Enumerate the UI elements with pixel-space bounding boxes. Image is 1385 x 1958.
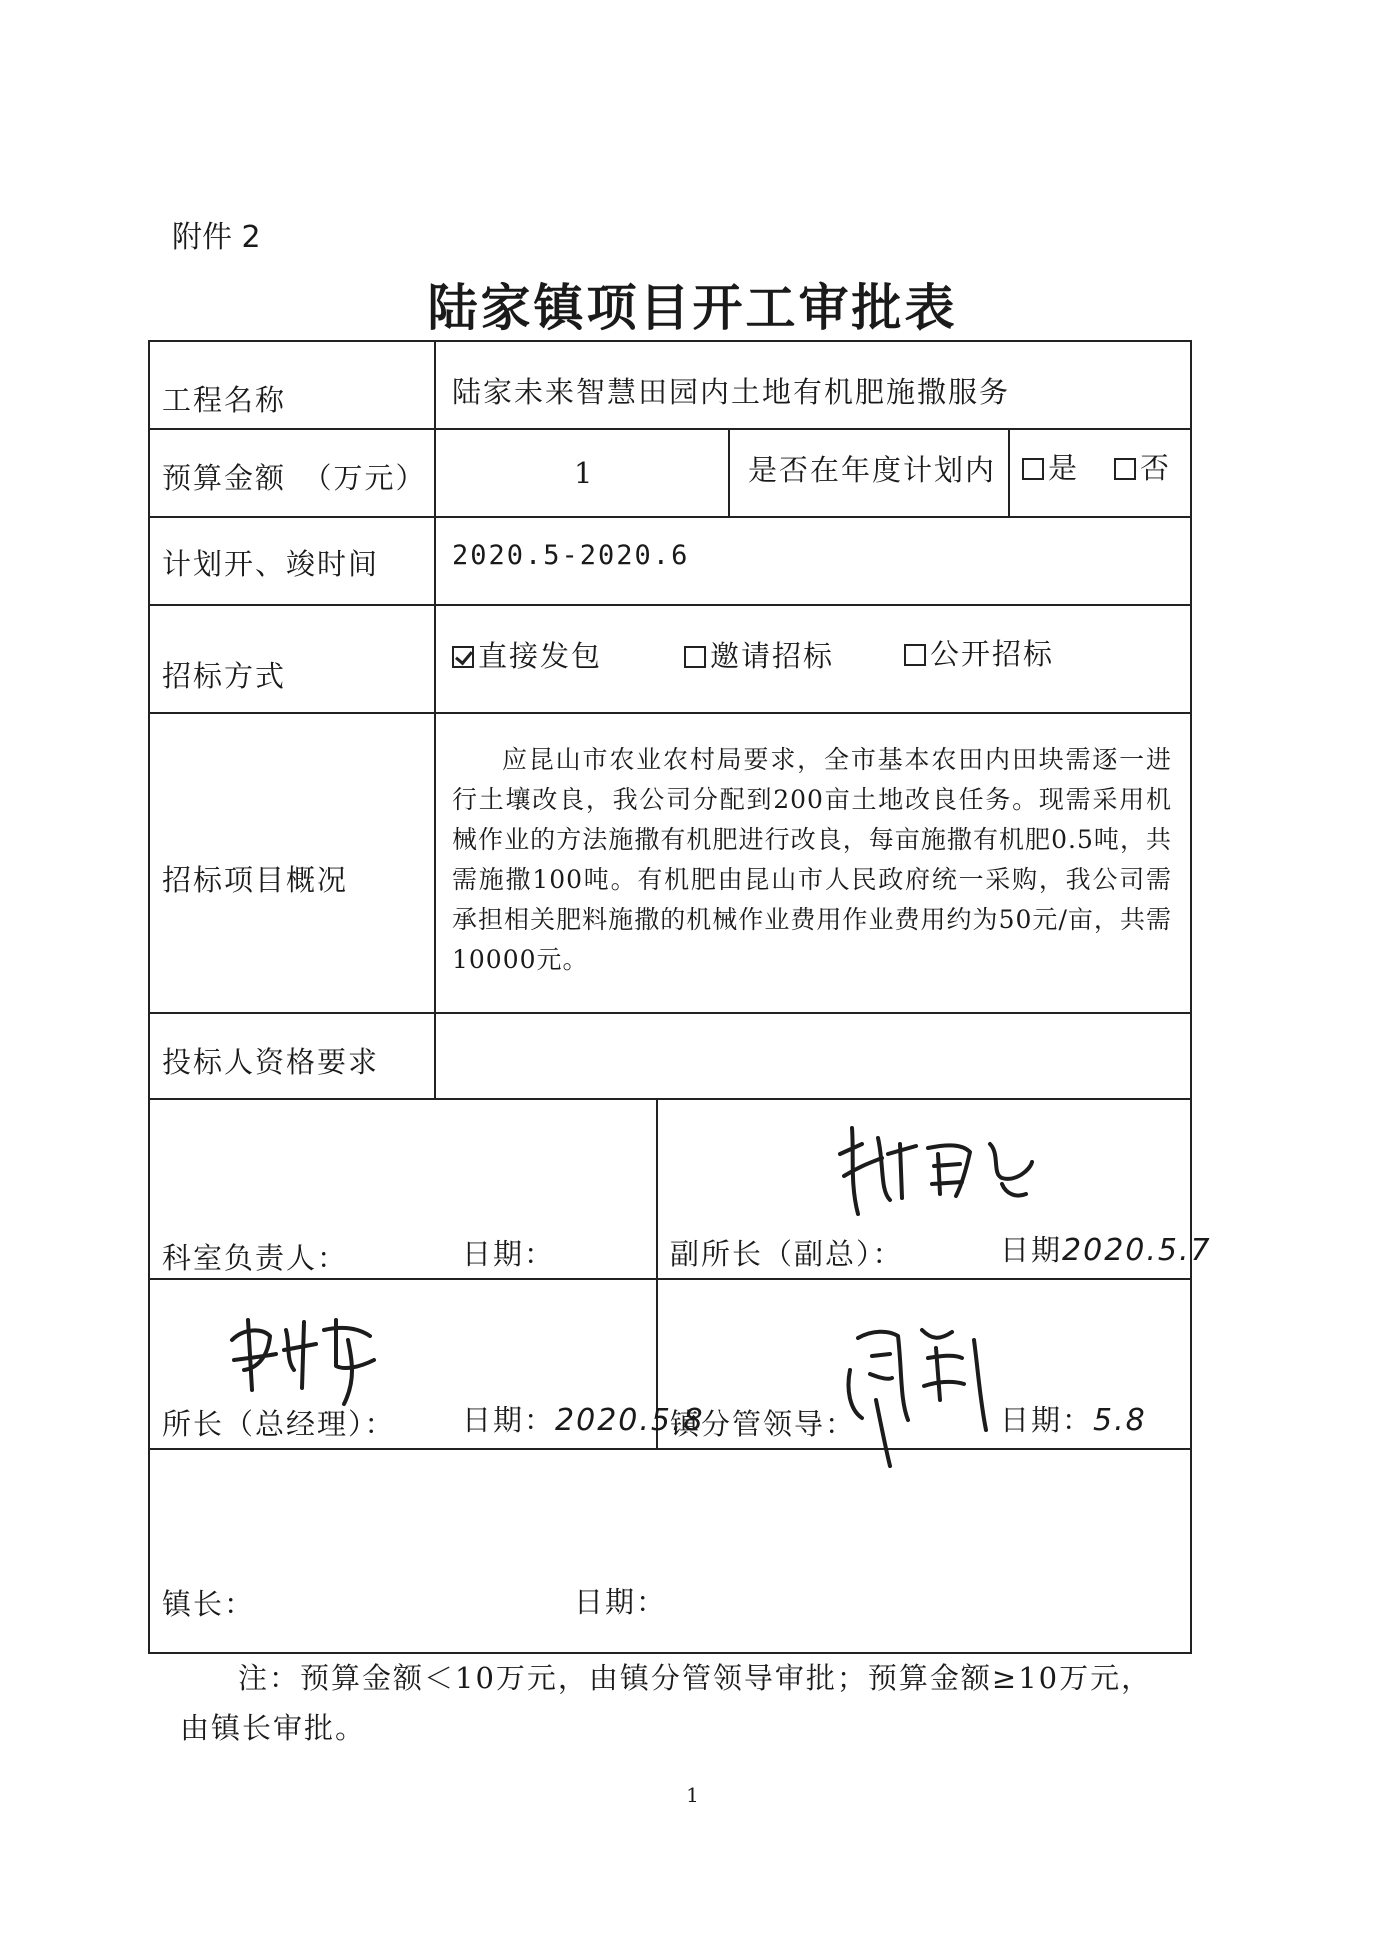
overview-label: 招标项目概况 [162, 863, 349, 897]
attachment-label: 附件 2 [172, 220, 261, 255]
page-number: 1 [686, 1783, 699, 1807]
footer-note-line2: 由镇长审批。 [180, 1711, 367, 1745]
qualification-label: 投标人资格要求 [162, 1045, 380, 1079]
director-date [462, 1398, 705, 1439]
checkbox-icon[interactable] [904, 644, 926, 666]
bid-option-invited[interactable] [684, 634, 834, 675]
yes-checkbox-icon[interactable] [1022, 458, 1044, 480]
page-title: 陆家镇项目开工审批表 [427, 279, 958, 337]
footer-note-line1: 注：预算金额＜10万元，由镇分管领导审批；预算金额≥10万元， [238, 1661, 1153, 1695]
bid-option-public[interactable] [904, 632, 1054, 673]
director-signature [224, 1300, 394, 1410]
section-head-label: 科室负责人： [162, 1241, 349, 1275]
town-leader-date-value: 5.8 [1093, 1403, 1147, 1438]
yes-label: 是 [1048, 451, 1080, 485]
overview-text: 应昆山市农业农村局要求，全市基本农田内田块需逐一进行土壤改良，我公司分配到200亩土地改良任务。现需采用机械作业的方法施撒有机肥进行改良，每亩施撒有机肥0.5吨，共需施撒100吨。有机肥由昆山市人民政府统一采购，我公司需承担相关肥料施撒的机械作业费用作业费用约为50元/亩，共需10000元。 [452, 745, 1172, 974]
annual-plan-no[interactable] [1114, 446, 1171, 487]
deputy-director-date [1000, 1228, 1212, 1269]
town-leader-date-label: 日期： [1000, 1403, 1094, 1437]
mayor-date-label: 日期： [574, 1585, 668, 1619]
schedule-value: 2020.5-2020.6 [452, 540, 690, 571]
town-leader-date [1000, 1398, 1147, 1439]
project-name-value: 陆家未来智慧田园内土地有机肥施撒服务 [452, 375, 1011, 409]
no-checkbox-icon[interactable] [1114, 458, 1136, 480]
no-label: 否 [1140, 451, 1172, 485]
deputy-director-date-label: 日期 [1000, 1233, 1063, 1267]
deputy-director-label: 副所长（副总）： [670, 1237, 904, 1271]
project-name-label: 工程名称 [162, 383, 287, 417]
budget-label: 预算金额 （万元） [162, 461, 427, 495]
checkbox-icon[interactable] [684, 646, 706, 668]
schedule-label: 计划开、竣时间 [162, 547, 380, 581]
annual-plan-yes[interactable] [1022, 446, 1079, 487]
town-leader-label: 镇分管领导： [670, 1407, 857, 1441]
mayor-label: 镇长： [162, 1587, 256, 1621]
director-date-value: 2020.5.8 [555, 1403, 705, 1438]
annual-plan-label: 是否在年度计划内 [748, 453, 997, 487]
bid-option-direct-label: 直接发包 [478, 639, 603, 673]
town-leader-signature [836, 1300, 996, 1470]
bid-option-direct[interactable] [452, 634, 602, 675]
bid-option-invited-label: 邀请招标 [710, 639, 835, 673]
director-label: 所长（总经理）： [162, 1407, 396, 1441]
checked-box-icon[interactable] [452, 646, 474, 668]
bid-option-public-label: 公开招标 [930, 637, 1055, 671]
budget-value: 1 [574, 456, 595, 490]
director-date-label: 日期： [462, 1403, 556, 1437]
deputy-director-signature [830, 1114, 1050, 1224]
bid-method-label: 招标方式 [162, 659, 287, 693]
section-head-date-label: 日期： [462, 1237, 556, 1271]
deputy-director-date-value: 2020.5.7 [1062, 1233, 1212, 1268]
